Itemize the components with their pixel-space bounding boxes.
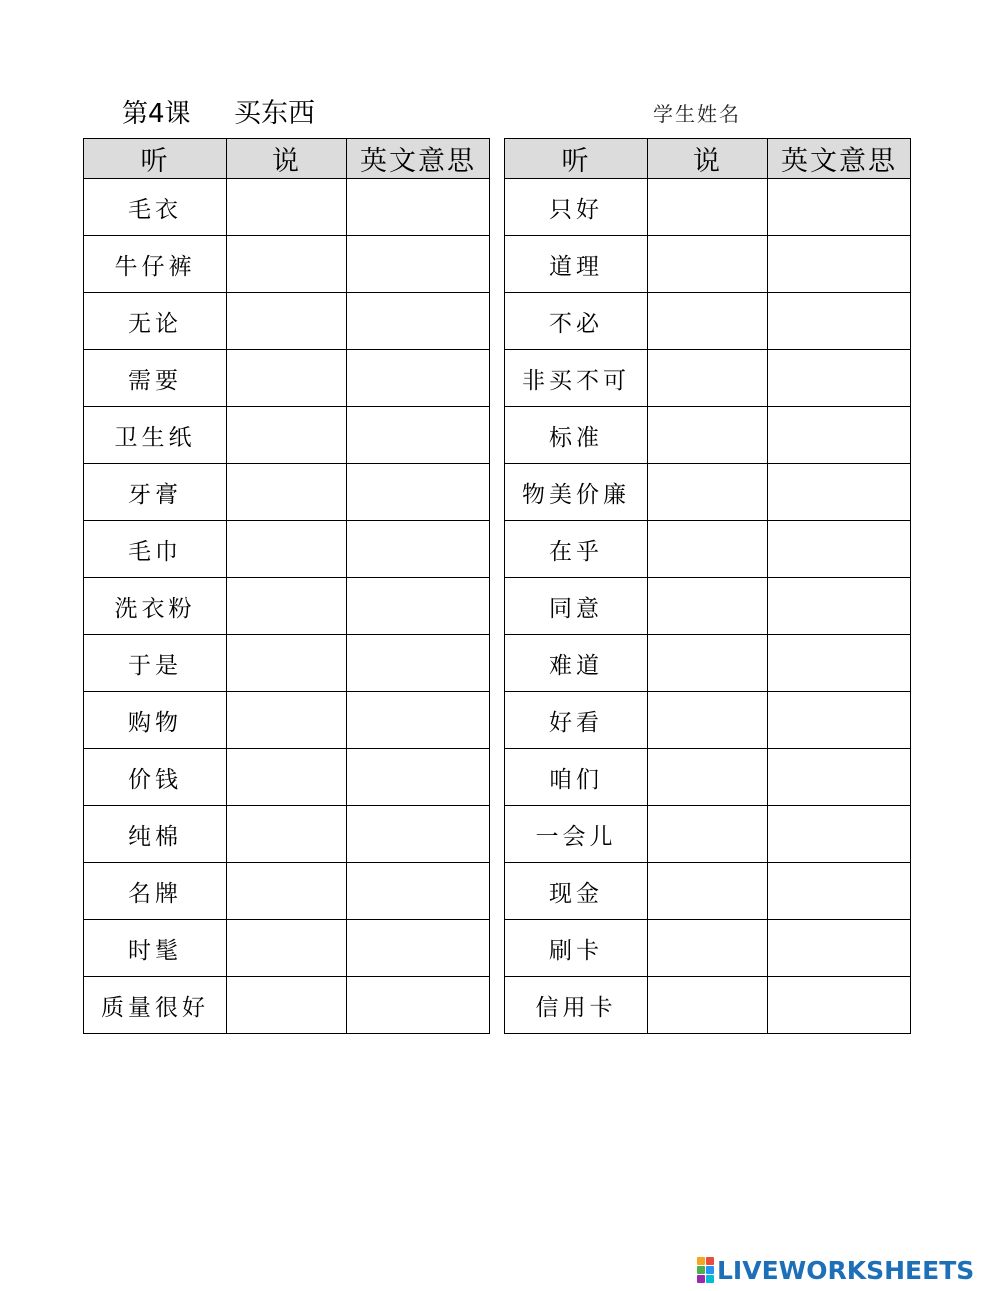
- speak-answer-cell[interactable]: [648, 407, 768, 464]
- speak-answer-cell[interactable]: [648, 749, 768, 806]
- vocab-word: 标准: [505, 407, 648, 464]
- vocab-word: 不必: [505, 293, 648, 350]
- vocab-table-left: [83, 138, 490, 1034]
- speak-answer-cell[interactable]: [227, 635, 347, 692]
- vocab-word: 需要: [84, 350, 227, 407]
- vocab-word: 物美价廉: [505, 464, 648, 521]
- table-row: [505, 179, 911, 236]
- speak-answer-cell[interactable]: [648, 920, 768, 977]
- column-header-speak: 说: [227, 139, 347, 179]
- vocab-word: 好看: [505, 692, 648, 749]
- vocab-word: 咱们: [505, 749, 648, 806]
- vocab-word: 毛衣: [84, 179, 227, 236]
- vocab-word: 购物: [84, 692, 227, 749]
- meaning-answer-cell[interactable]: [768, 920, 911, 977]
- table-row: [84, 977, 490, 1034]
- vocab-word: 刷卡: [505, 920, 648, 977]
- vocab-word: 名牌: [84, 863, 227, 920]
- meaning-answer-cell[interactable]: [347, 179, 490, 236]
- table-row: [505, 977, 911, 1034]
- vocab-word: 于是: [84, 635, 227, 692]
- vocab-word: 牙膏: [84, 464, 227, 521]
- meaning-answer-cell[interactable]: [768, 236, 911, 293]
- meaning-answer-cell[interactable]: [347, 749, 490, 806]
- meaning-answer-cell[interactable]: [768, 179, 911, 236]
- column-header-meaning: 英文意思: [768, 139, 911, 179]
- meaning-answer-cell[interactable]: [347, 977, 490, 1034]
- logo-square: [697, 1266, 705, 1274]
- vocab-word: 时髦: [84, 920, 227, 977]
- student-name-label: 学生姓名: [653, 102, 741, 126]
- logo-square: [706, 1257, 714, 1265]
- table-row: [84, 863, 490, 920]
- vocab-word: 无论: [84, 293, 227, 350]
- table-row: [84, 293, 490, 350]
- speak-answer-cell[interactable]: [227, 977, 347, 1034]
- table-row: [505, 578, 911, 635]
- table-row: [84, 692, 490, 749]
- meaning-answer-cell[interactable]: [347, 920, 490, 977]
- table-row: [84, 635, 490, 692]
- speak-answer-cell[interactable]: [227, 464, 347, 521]
- speak-answer-cell[interactable]: [648, 578, 768, 635]
- table-row: [505, 236, 911, 293]
- table-row: [505, 293, 911, 350]
- speak-answer-cell[interactable]: [648, 179, 768, 236]
- table-row: [505, 521, 911, 578]
- speak-answer-cell[interactable]: [648, 806, 768, 863]
- speak-answer-cell[interactable]: [227, 806, 347, 863]
- meaning-answer-cell[interactable]: [347, 635, 490, 692]
- meaning-answer-cell[interactable]: [768, 692, 911, 749]
- meaning-answer-cell[interactable]: [347, 236, 490, 293]
- speak-answer-cell[interactable]: [648, 464, 768, 521]
- meaning-answer-cell[interactable]: [347, 578, 490, 635]
- meaning-answer-cell[interactable]: [768, 464, 911, 521]
- speak-answer-cell[interactable]: [227, 407, 347, 464]
- table-row: [505, 863, 911, 920]
- table-row: [84, 350, 490, 407]
- meaning-answer-cell[interactable]: [347, 863, 490, 920]
- column-header-listen: 听: [84, 139, 227, 179]
- speak-answer-cell[interactable]: [227, 521, 347, 578]
- column-header-listen: 听: [505, 139, 648, 179]
- meaning-answer-cell[interactable]: [768, 863, 911, 920]
- column-header-speak: 说: [648, 139, 768, 179]
- meaning-answer-cell[interactable]: [347, 521, 490, 578]
- liveworksheets-logo-text: LIVEWORKSHEETS: [717, 1255, 975, 1285]
- table-row: [505, 749, 911, 806]
- table-row: [84, 521, 490, 578]
- vocab-word: 一会儿: [505, 806, 648, 863]
- meaning-answer-cell[interactable]: [768, 977, 911, 1034]
- vocab-word: 价钱: [84, 749, 227, 806]
- speak-answer-cell[interactable]: [227, 179, 347, 236]
- table-row: [84, 464, 490, 521]
- meaning-answer-cell[interactable]: [347, 464, 490, 521]
- table-row: [505, 464, 911, 521]
- vocab-word: 信用卡: [505, 977, 648, 1034]
- meaning-answer-cell[interactable]: [768, 749, 911, 806]
- logo-square: [697, 1275, 705, 1283]
- vocab-word: 难道: [505, 635, 648, 692]
- speak-answer-cell[interactable]: [227, 236, 347, 293]
- meaning-answer-cell[interactable]: [347, 350, 490, 407]
- meaning-answer-cell[interactable]: [768, 350, 911, 407]
- speak-answer-cell[interactable]: [648, 692, 768, 749]
- meaning-answer-cell[interactable]: [768, 293, 911, 350]
- speak-answer-cell[interactable]: [648, 977, 768, 1034]
- vocab-word: 纯棉: [84, 806, 227, 863]
- table-row: [505, 350, 911, 407]
- lesson-number: 第4课: [122, 99, 191, 129]
- meaning-answer-cell[interactable]: [347, 692, 490, 749]
- meaning-answer-cell[interactable]: [768, 635, 911, 692]
- table-row: [505, 635, 911, 692]
- meaning-answer-cell[interactable]: [768, 806, 911, 863]
- speak-answer-cell[interactable]: [227, 863, 347, 920]
- table-row: [505, 692, 911, 749]
- speak-answer-cell[interactable]: [648, 635, 768, 692]
- liveworksheets-logo-icon: [697, 1257, 714, 1283]
- meaning-answer-cell[interactable]: [768, 521, 911, 578]
- table-row: [505, 806, 911, 863]
- liveworksheets-logo: [697, 1255, 974, 1285]
- speak-answer-cell[interactable]: [648, 350, 768, 407]
- meaning-answer-cell[interactable]: [768, 578, 911, 635]
- vocab-word: 毛巾: [84, 521, 227, 578]
- table-header-row: [84, 139, 490, 179]
- vocab-word: 卫生纸: [84, 407, 227, 464]
- table-row: [84, 578, 490, 635]
- table-row: [84, 236, 490, 293]
- speak-answer-cell[interactable]: [227, 350, 347, 407]
- speak-answer-cell[interactable]: [227, 578, 347, 635]
- speak-answer-cell[interactable]: [648, 293, 768, 350]
- logo-square: [706, 1266, 714, 1274]
- speak-answer-cell[interactable]: [227, 293, 347, 350]
- vocab-word: 非买不可: [505, 350, 648, 407]
- speak-answer-cell[interactable]: [648, 521, 768, 578]
- speak-answer-cell[interactable]: [227, 692, 347, 749]
- meaning-answer-cell[interactable]: [347, 407, 490, 464]
- vocab-word: 现金: [505, 863, 648, 920]
- vocab-word: 道理: [505, 236, 648, 293]
- table-row: [505, 407, 911, 464]
- vocab-table-right: [504, 138, 911, 1034]
- logo-square: [697, 1257, 705, 1265]
- table-row: [84, 920, 490, 977]
- table-row: [505, 920, 911, 977]
- vocab-word: 洗衣粉: [84, 578, 227, 635]
- vocab-word: 质量很好: [84, 977, 227, 1034]
- speak-answer-cell[interactable]: [648, 236, 768, 293]
- vocab-word: 在乎: [505, 521, 648, 578]
- vocab-word: 同意: [505, 578, 648, 635]
- meaning-answer-cell[interactable]: [347, 806, 490, 863]
- vocab-word: 牛仔裤: [84, 236, 227, 293]
- table-header-row: [505, 139, 911, 179]
- logo-square: [706, 1275, 714, 1283]
- speak-answer-cell[interactable]: [227, 749, 347, 806]
- table-row: [84, 806, 490, 863]
- vocab-word: 只好: [505, 179, 648, 236]
- speak-answer-cell[interactable]: [648, 863, 768, 920]
- meaning-answer-cell[interactable]: [347, 293, 490, 350]
- table-row: [84, 749, 490, 806]
- table-row: [84, 179, 490, 236]
- table-row: [84, 407, 490, 464]
- lesson-title: 买东西: [234, 98, 315, 129]
- speak-answer-cell[interactable]: [227, 920, 347, 977]
- column-header-meaning: 英文意思: [347, 139, 490, 179]
- meaning-answer-cell[interactable]: [768, 407, 911, 464]
